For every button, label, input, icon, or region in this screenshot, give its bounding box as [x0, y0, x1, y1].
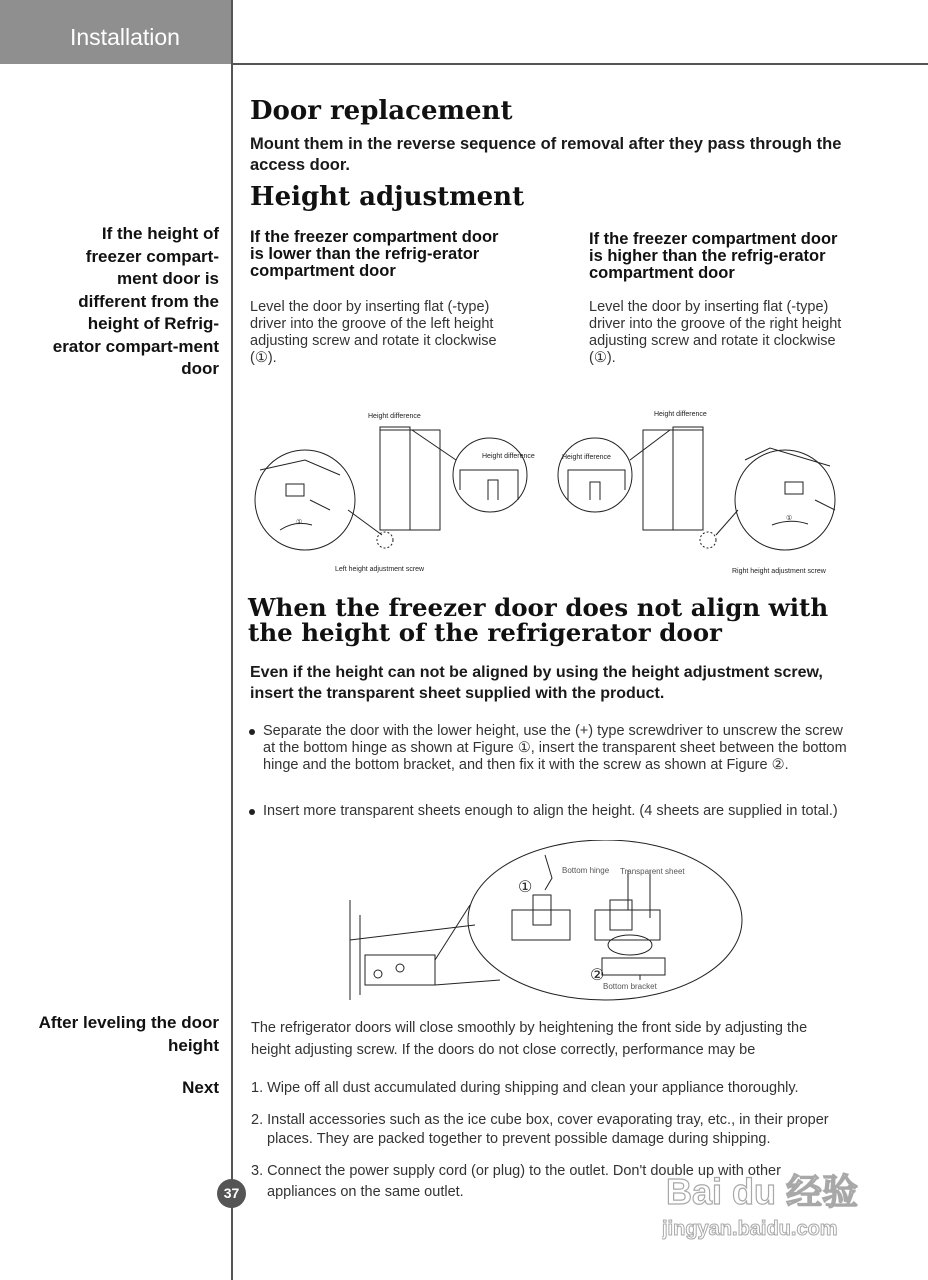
height-adjustment-title: Height adjustment	[250, 182, 525, 212]
left-height-diff-label: Height difference	[368, 413, 421, 420]
after-side-note: After leveling the door height	[38, 1013, 219, 1055]
height-side-note: If the height of freezer compart-ment door is different from the height of Refrig-erator compart-ment door	[52, 224, 219, 378]
next-item-2: 2. Install accessories such as the ice cube box, cover evaporating tray, etc., in their proper places. They are packed together to prevent possible damage during shipping.	[251, 1112, 829, 1147]
left-arrow-mark: ①	[296, 519, 303, 526]
watermark-logo	[662, 1160, 902, 1245]
page-number: 37	[217, 1179, 246, 1208]
bullet-dot	[249, 729, 255, 735]
watermark-url: jingyan.baidu.com	[662, 1218, 838, 1240]
align-bullet-1	[249, 723, 849, 774]
after-text: The refrigerator doors will close smoothly by heightening the front side by adjusting the height adjusting screw. If the doors do not close correctly, performance may be	[251, 1020, 808, 1058]
left-bubble-label: Height difference	[482, 453, 535, 460]
height-adjustment-figure	[250, 400, 850, 585]
align-title-line1: When the freezer door does not align with	[248, 593, 829, 622]
door-replacement-title: Door replacement	[250, 96, 513, 126]
align-title-line2: the height of the refrigerator door	[248, 618, 722, 647]
left-screw-label: Left height adjustment screw	[335, 566, 425, 573]
figure-mark-1: ①	[518, 879, 533, 896]
section-tab	[0, 0, 232, 64]
hinge-figure	[340, 840, 750, 1010]
align-bullet-2-text: Insert more transparent sheets enough to align the height. (4 sheets are supplied in total.)	[263, 803, 838, 819]
header-rule	[232, 63, 928, 65]
align-bullet-2	[249, 803, 869, 820]
left-case-heading: If the freezer compartment door is lower than the refrig-erator compartment door	[250, 228, 499, 280]
align-intro: Even if the height can not be aligned by using the height adjustment screw, insert the transparent sheet supplied with the product.	[250, 664, 823, 702]
section-title: Installation	[70, 24, 180, 50]
bottom-hinge-label: Bottom hinge	[562, 866, 610, 875]
right-height-diff-label: Height difference	[654, 411, 707, 418]
right-case-text: Level the door by inserting flat (-type) driver into the groove of the right height adjusting screw and rotate it clockwise (①).	[589, 299, 842, 366]
door-replacement-text: Mount them in the reverse sequence of removal after they pass through the access door.	[250, 135, 842, 174]
left-case-text: Level the door by inserting flat (-type) driver into the groove of the left height adjusting screw and rotate it clockwise (①).	[250, 299, 497, 366]
right-arrow-mark: ①	[786, 515, 793, 522]
watermark-brand: Bai du 经验	[666, 1171, 859, 1212]
next-item-3: 3. Connect the power supply cord (or plug) to the outlet. Don't double up with other appliances on the same outlet.	[251, 1163, 781, 1200]
transparent-sheet-label: Transparent sheet	[620, 867, 685, 876]
bottom-bracket-label: Bottom bracket	[603, 982, 657, 991]
figure-mark-2: ②	[590, 967, 605, 984]
align-bullet-1-text: Separate the door with the lower height, use the (+) type screwdriver to unscrew the screw at the bottom hinge as shown at Figure ①, insert the transparent sheet between the bottom hinge and the bottom bracket, and then fix it with the screw as shown at Figure ②.	[263, 723, 847, 773]
bullet-dot	[249, 809, 255, 815]
margin-rule	[231, 0, 233, 1280]
next-item-1: 1. Wipe off all dust accumulated during shipping and clean your appliance thoroughly.	[251, 1080, 799, 1096]
right-bubble-label: Height ifference	[562, 454, 611, 461]
right-case-heading: If the freezer compartment door is higher than the refrig-erator compartment door	[589, 230, 838, 282]
next-side-note: Next	[182, 1078, 219, 1097]
right-screw-label: Right height adjustment screw	[732, 568, 826, 575]
